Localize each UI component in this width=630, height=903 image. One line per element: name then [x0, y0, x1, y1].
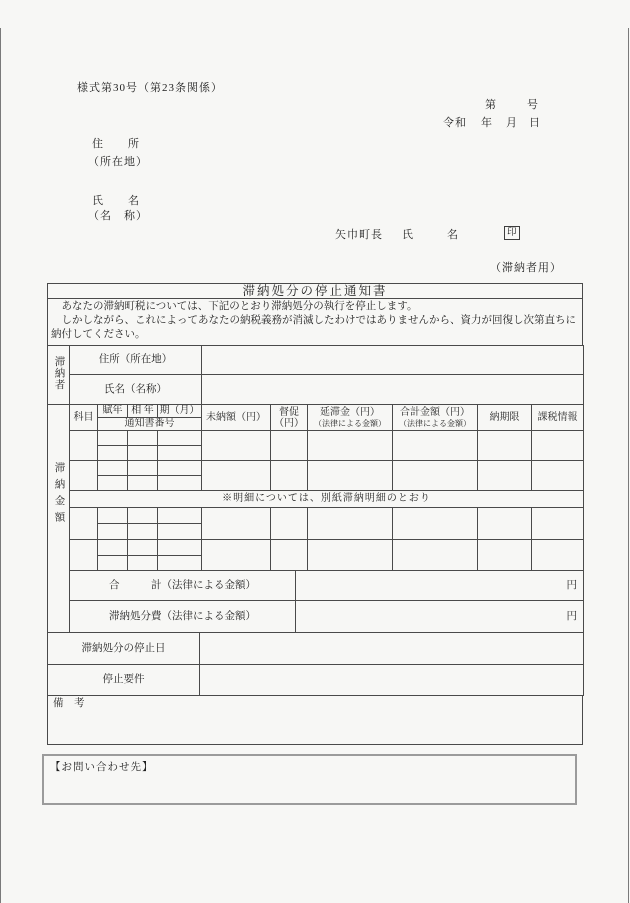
- cell-notice-number: [98, 446, 128, 461]
- cell-demand-fee: [271, 540, 308, 571]
- doc-number-prefix: 第: [485, 99, 497, 111]
- cell-notice-number: [158, 556, 202, 571]
- stop-date-label: 滞納処分の停止日: [48, 633, 200, 665]
- col-header-due-date: 納期限: [478, 405, 532, 431]
- debtor-name-label: 氏名（名称）: [70, 375, 202, 405]
- arrears-section-label-cell: [48, 405, 70, 571]
- arrears-label-column-continuation: [48, 571, 70, 633]
- cell-demand-fee: [271, 431, 308, 461]
- grand-total-label: 合 計（法律による金額）: [70, 571, 296, 601]
- cell-due-date: [478, 431, 532, 461]
- col-header-tax-item: 科目: [70, 405, 98, 431]
- page-edge-right: [628, 28, 629, 903]
- mayor-surname-label: 氏: [402, 229, 414, 241]
- notice-body-cell: [48, 299, 583, 346]
- seal-mark: 印: [504, 226, 520, 240]
- cell-total-amount: [393, 540, 478, 571]
- detail-note: ※明細については、別紙滞納明細のとおり: [70, 491, 584, 508]
- cell-notice-number: [98, 524, 128, 540]
- cell-due-date: [478, 540, 532, 571]
- copy-for-label: （滞納者用）: [490, 262, 562, 274]
- col-header-tax-info: 課税情報: [532, 405, 584, 431]
- cell-notice-number: [98, 556, 128, 571]
- cell-applicable-year: [128, 431, 158, 446]
- mayor-title: 矢巾町長: [335, 229, 383, 241]
- debtor-table: [47, 345, 584, 405]
- cell-notice-number: [158, 446, 202, 461]
- contact-box: [42, 754, 577, 805]
- cell-notice-number: [128, 524, 158, 540]
- notice-body-line1: あなたの滞納町税については、下記のとおり滞納処分の執行を停止します。: [51, 301, 418, 312]
- cell-applicable-year: [128, 508, 158, 524]
- cell-notice-number: [128, 556, 158, 571]
- mayor-givenname-label: 名: [447, 229, 459, 241]
- cell-tax-info: [532, 461, 584, 491]
- contact-heading: 【お問い合わせ先】: [50, 762, 154, 773]
- main-form: [47, 283, 584, 745]
- cell-tax-item: [70, 540, 98, 571]
- remarks-label: 備 考: [53, 698, 85, 709]
- cell-term-month: [158, 540, 202, 556]
- cell-demand-fee: [271, 508, 308, 540]
- cell-demand-fee: [271, 461, 308, 491]
- demand-fee-line1: 督促: [279, 406, 299, 418]
- cell-applicable-year: [128, 461, 158, 476]
- stop-date-value: [200, 633, 584, 665]
- col-header-late-charge: [308, 405, 393, 431]
- col-header-assessment-year: 賦年: [98, 405, 128, 418]
- cell-due-date: [478, 508, 532, 540]
- cell-tax-item: [70, 461, 98, 491]
- total-amount-line1: 合計金額（円）: [400, 406, 470, 418]
- recipient-name-sublabel: （名 称）: [88, 210, 148, 222]
- remarks-table: [47, 695, 583, 745]
- remarks-cell: [48, 696, 583, 745]
- grand-total-value-cell: [296, 571, 584, 601]
- cell-notice-number: [98, 476, 128, 491]
- cell-assessment-year: [98, 508, 128, 524]
- cell-assessment-year: [98, 461, 128, 476]
- col-header-applicable-year: 相 年: [128, 405, 158, 418]
- cell-late-charge: [308, 508, 393, 540]
- cell-assessment-year: [98, 540, 128, 556]
- cell-tax-item: [70, 508, 98, 540]
- cell-unpaid-amount: [202, 540, 271, 571]
- grand-total-unit: 円: [566, 579, 577, 591]
- col-header-notice-number: 通知書番号: [98, 418, 202, 431]
- cell-total-amount: [393, 461, 478, 491]
- cell-unpaid-amount: [202, 431, 271, 461]
- requirement-label: 停止要件: [48, 665, 200, 696]
- debtor-section-label-cell: [48, 346, 70, 405]
- cell-late-charge: [308, 540, 393, 571]
- debtor-section-label: 滞納者: [53, 355, 65, 391]
- date-year-label: 年: [481, 117, 493, 129]
- cell-late-charge: [308, 431, 393, 461]
- cell-notice-number: [158, 524, 202, 540]
- notice-body-table: [47, 298, 583, 346]
- notice-title: 滞納処分の停止通知書: [48, 284, 583, 299]
- arrears-section-label: 滞納金額: [53, 461, 65, 528]
- demand-fee-line2: （円）: [274, 417, 304, 429]
- col-header-unpaid-amount: 未納額（円）: [202, 405, 271, 431]
- cell-late-charge: [308, 461, 393, 491]
- arrears-table: [47, 404, 584, 571]
- cell-notice-number: [128, 446, 158, 461]
- total-amount-sub: （法律による金額）: [399, 418, 471, 428]
- cell-assessment-year: [98, 431, 128, 446]
- cell-notice-number: [158, 476, 202, 491]
- page-edge-left: [0, 28, 1, 903]
- cell-term-month: [158, 461, 202, 476]
- cell-applicable-year: [128, 540, 158, 556]
- requirement-value: [200, 665, 584, 696]
- recipient-address-label: 住 所: [92, 138, 140, 150]
- disposition-cost-label: 滞納処分費（法律による金額）: [70, 601, 296, 633]
- debtor-address-label: 住所（所在地）: [70, 346, 202, 375]
- recipient-address-sublabel: （所在地）: [88, 156, 148, 168]
- col-header-total-amount: [393, 405, 478, 431]
- cell-term-month: [158, 431, 202, 446]
- debtor-name-value: [202, 375, 584, 405]
- cell-notice-number: [128, 476, 158, 491]
- cell-tax-info: [532, 540, 584, 571]
- recipient-name-label: 氏 名: [92, 195, 140, 207]
- stop-info-table: [47, 632, 584, 696]
- form-number: 様式第30号（第23条関係）: [77, 82, 223, 94]
- cell-unpaid-amount: [202, 508, 271, 540]
- late-charge-sub: （法律による金額）: [314, 418, 386, 428]
- cell-tax-item: [70, 431, 98, 461]
- totals-table: [47, 570, 584, 633]
- cell-term-month: [158, 508, 202, 524]
- doc-number-suffix: 号: [527, 99, 539, 111]
- notice-title-table: [47, 283, 583, 299]
- notice-body-line2: しかしながら、これによってあなたの納税義務が消滅したわけではありませんから、資力が回復し次第直ちに納付してください。: [51, 315, 576, 340]
- cell-unpaid-amount: [202, 461, 271, 491]
- col-header-demand-fee: [271, 405, 308, 431]
- disposition-cost-unit: 円: [566, 610, 577, 622]
- date-month-label: 月: [506, 117, 518, 129]
- debtor-address-value: [202, 346, 584, 375]
- cell-due-date: [478, 461, 532, 491]
- cell-total-amount: [393, 431, 478, 461]
- date-day-label: 日: [529, 117, 541, 129]
- late-charge-line1: 延滞金（円）: [320, 406, 380, 418]
- cell-tax-info: [532, 431, 584, 461]
- cell-total-amount: [393, 508, 478, 540]
- disposition-cost-value-cell: [296, 601, 584, 633]
- date-era: 令和: [443, 117, 467, 129]
- col-header-term-month: 期（月）: [159, 405, 200, 416]
- cell-tax-info: [532, 508, 584, 540]
